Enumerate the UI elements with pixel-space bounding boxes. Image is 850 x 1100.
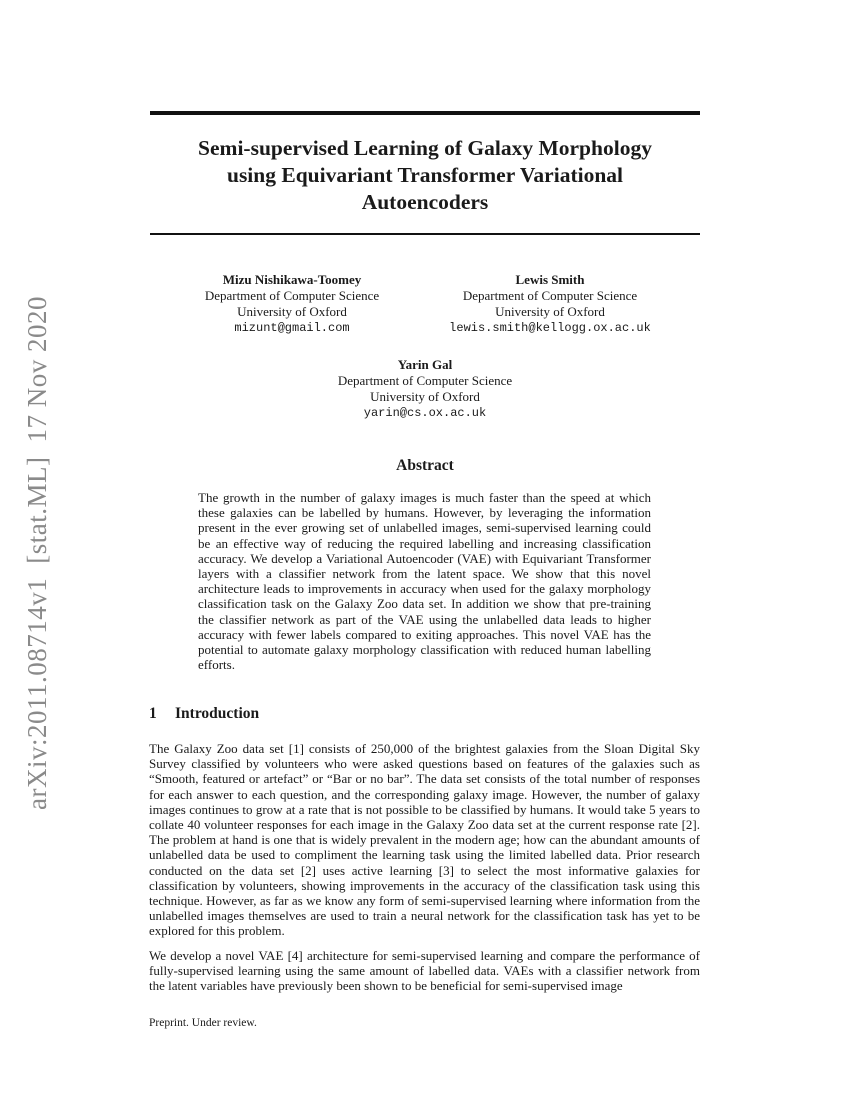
arxiv-id: arXiv:2011.08714v1	[22, 577, 52, 810]
arxiv-stamp	[22, 282, 53, 810]
abstract-heading: Abstract	[396, 457, 454, 474]
author-email[interactable]: yarin@cs.ox.ac.uk	[363, 406, 487, 420]
author-department: Department of Computer Science	[337, 373, 513, 388]
title-rule-top	[150, 111, 700, 115]
author-name: Lewis Smith	[515, 272, 585, 287]
title-line: using Equivariant Transformer Variational	[226, 163, 624, 187]
body-paragraph: We develop a novel VAE [4] architecture for semi-supervised learning and compare the performance of fully-supervised learning using the same amount of labelled data. VAEs with a classifier network from the latent variables have previously been shown to be beneficial for semi-supervised image	[149, 948, 700, 994]
title-line: Semi-supervised Learning of Galaxy Morphology	[198, 136, 652, 160]
body-paragraph: The Galaxy Zoo data set [1] consists of 250,000 of the brightest galaxies from the Sloan Digital Sky Survey classified by volunteers who were asked questions based on features of the galaxies such as “Smooth, featured or artefact” or “Bar or no bar”. The data set consists of the total number of responses for each answer to each question, and the corresponding galaxy image. However, the number of galaxy images continues to grow at a rate that is not possible to be classified by humans. It would take 5 years to collate 40 volunteer responses for each image in the Galaxy Zoo data set at the current response rate [2]. The problem at hand is one that is widely prevalent in the modern age; how can the abundant amounts of unlabelled data be used to compliment the learning task using the limited labelled data. Prior research conducted on the data set [2] uses active learning [3] to select the most informative galaxies for classification by volunteers, showing improvements in the accuracy of the classification task using this technique. However, as far as we know any form of semi-supervised learning where information from the unlabelled images themselves are used to train a neural network for the classification task has yet to be explored for this problem.	[149, 741, 700, 939]
title-rule-bottom	[150, 233, 700, 235]
author-institution: University of Oxford	[237, 304, 347, 319]
author-name: Mizu Nishikawa-Toomey	[222, 272, 362, 287]
title-line: Autoencoders	[361, 190, 489, 214]
author-institution: University of Oxford	[370, 389, 480, 404]
abstract-text: The growth in the number of galaxy images is much faster than the speed at which these galaxies can be labelled by humans. However, by leveraging the information present in the ever growing set of unlabelled images, semi-supervised learning could be an effective way of reducing the required labelling and increasing classification accuracy. We develop a Variational Autoencoder (VAE) with Equivariant Transformer layers with a classifier network from the latent space. We show that this novel architecture leads to improvements in accuracy when used for the galaxy morphology classification task on the Galaxy Zoo data set. In addition we show that pre-training the classifier network as part of the VAE using the unlabelled data leads to higher accuracy with fewer labels compared to exiting approaches. This novel VAE has the potential to automate galaxy morphology classification with reduced human labelling efforts.	[198, 490, 651, 673]
paper-title	[150, 135, 700, 216]
author-institution: University of Oxford	[495, 304, 605, 319]
arxiv-category: [stat.ML]	[22, 456, 52, 564]
author-email[interactable]: lewis.smith@kellogg.ox.ac.uk	[449, 321, 651, 335]
author-name: Yarin Gal	[397, 357, 453, 372]
section-number: 1	[149, 705, 157, 722]
section-heading	[149, 705, 259, 723]
section-title: Introduction	[175, 705, 260, 722]
author-email[interactable]: mizunt@gmail.com	[234, 321, 350, 335]
author-department: Department of Computer Science	[462, 288, 638, 303]
arxiv-date: 17 Nov 2020	[22, 296, 52, 443]
author-department: Department of Computer Science	[204, 288, 380, 303]
author-block	[440, 272, 660, 336]
author-block	[192, 272, 392, 336]
page-footer: Preprint. Under review.	[149, 1017, 257, 1029]
author-block	[300, 357, 550, 421]
